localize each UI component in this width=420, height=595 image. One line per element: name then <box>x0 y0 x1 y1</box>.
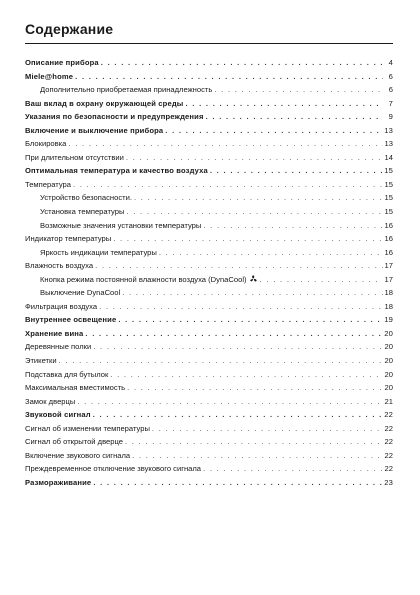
toc-entry[interactable] <box>25 381 393 395</box>
toc-entry-title <box>40 246 157 260</box>
dot-leader <box>203 462 383 476</box>
page-number: 20 <box>384 356 393 366</box>
toc-entry-title <box>25 476 91 490</box>
toc-entry[interactable] <box>25 476 393 490</box>
dot-leader <box>134 191 383 205</box>
page-number: 16 <box>384 220 393 230</box>
toc-entry[interactable] <box>25 259 393 273</box>
toc-entry-text: Установка температуры <box>40 207 125 217</box>
dot-leader <box>93 476 382 490</box>
toc-entry-title <box>25 259 93 273</box>
toc-entry-title <box>40 83 212 97</box>
toc-entry-text: Деревянные полки <box>25 342 92 352</box>
toc-entry-text: Яркость индикации температуры <box>40 247 157 257</box>
toc-entry-title <box>25 435 123 449</box>
toc-entry[interactable] <box>25 449 393 463</box>
toc-entry-text: Miele@home <box>25 71 74 81</box>
dot-leader <box>127 381 382 395</box>
dot-leader <box>75 70 383 84</box>
page-number: 22 <box>384 464 393 474</box>
toc-entry[interactable] <box>25 151 393 165</box>
page-number: 13 <box>384 125 393 135</box>
dot-leader <box>203 219 382 233</box>
page-number: 16 <box>384 234 393 244</box>
toc-entry-text: Выключение DynaCool <box>40 288 121 298</box>
toc-entry-title <box>25 151 124 165</box>
toc-entry-text: Оптимальная температура и качество воздуха <box>25 166 208 176</box>
toc-entry-text: Размораживание <box>25 477 92 487</box>
toc-entry[interactable] <box>25 56 393 70</box>
toc-entry-text: Максимальная вместимость <box>25 383 126 393</box>
dot-leader <box>165 124 382 138</box>
toc-entry[interactable] <box>25 191 393 205</box>
page-number: 16 <box>384 247 393 257</box>
page-number: 14 <box>384 152 393 162</box>
page-number: 22 <box>384 437 393 447</box>
dot-leader <box>110 368 382 382</box>
toc-entry-title <box>25 164 208 178</box>
toc-entry-text: Указания по безопасности и предупреждения <box>25 112 204 122</box>
toc-entry-title <box>25 449 130 463</box>
toc-entry-text: Описание прибора <box>25 58 99 67</box>
page-number: 20 <box>384 369 393 379</box>
toc-entry[interactable] <box>25 178 393 192</box>
toc-entry-title <box>25 368 108 382</box>
toc-entry[interactable] <box>25 354 393 368</box>
toc-entry-text: Возможные значения установки температуры <box>40 220 202 230</box>
toc-entry[interactable] <box>25 137 393 151</box>
toc-entry-title <box>40 286 120 300</box>
toc-entry[interactable] <box>25 408 393 422</box>
toc-entry[interactable] <box>25 300 393 314</box>
page-number: 22 <box>384 410 393 420</box>
dot-leader <box>132 449 382 463</box>
toc-entry-text: Внутреннее освещение <box>25 315 117 325</box>
toc-entry-title <box>25 340 91 354</box>
toc-entry-title <box>25 110 204 124</box>
toc-entry[interactable] <box>25 97 393 111</box>
page-number: 17 <box>384 261 393 271</box>
toc-entry-text: Устройство безопасности. <box>40 193 132 203</box>
toc-entry-title <box>25 300 97 314</box>
toc-entry-text: Кнопка режима постоянной влажности воздуха (DynaCool) <box>40 274 247 284</box>
toc-entry-text: Включение звукового сигнала <box>25 450 131 460</box>
table-of-contents <box>25 56 393 490</box>
toc-entry-title <box>25 395 75 409</box>
page-number: 20 <box>384 383 393 393</box>
dot-leader <box>125 435 383 449</box>
page-number: 23 <box>384 477 393 487</box>
dot-leader <box>95 259 382 273</box>
dot-leader <box>152 422 383 436</box>
page-number: 15 <box>384 179 393 189</box>
dot-leader <box>93 408 383 422</box>
toc-entry[interactable] <box>25 286 393 300</box>
dot-leader <box>159 246 383 260</box>
toc-entry[interactable] <box>25 327 393 341</box>
toc-entry-text: Этикетки <box>25 356 57 366</box>
toc-entry-text: При длительном отсутствии <box>25 152 124 162</box>
toc-entry[interactable] <box>25 205 393 219</box>
toc-entry-title <box>25 422 150 436</box>
fan-icon <box>249 275 258 283</box>
toc-entry-text: Индикатор температуры <box>25 234 112 244</box>
page-number: 19 <box>384 315 393 325</box>
page-number: 18 <box>384 288 393 298</box>
toc-entry-text: Включение и выключение прибора <box>25 125 164 135</box>
dot-leader <box>126 205 382 219</box>
toc-entry-title <box>25 327 83 341</box>
toc-entry[interactable] <box>25 246 393 260</box>
toc-entry[interactable] <box>25 313 393 327</box>
page-number: 4 <box>388 58 393 67</box>
page-number: 15 <box>384 193 393 203</box>
dot-leader <box>118 313 382 327</box>
toc-entry[interactable] <box>25 164 393 178</box>
dot-leader <box>122 286 382 300</box>
toc-entry[interactable] <box>25 368 393 382</box>
toc-entry-text: Фильтрация воздуха <box>25 301 98 311</box>
toc-entry-title <box>25 178 71 192</box>
toc-entry-title <box>25 462 201 476</box>
page-number: 17 <box>384 274 393 284</box>
toc-entry[interactable] <box>25 219 393 233</box>
dot-leader <box>73 178 383 192</box>
page-number: 21 <box>384 396 393 406</box>
toc-entry-text: Хранение вина <box>25 328 84 338</box>
toc-entry-title <box>40 191 132 205</box>
toc-entry-title <box>40 219 201 233</box>
toc-entry-title <box>25 70 73 84</box>
page-number: 20 <box>384 328 393 338</box>
toc-entry-text: Звуковой сигнал <box>25 410 91 420</box>
toc-entry-title <box>40 205 124 219</box>
dot-leader <box>260 273 383 287</box>
dot-leader <box>99 300 382 314</box>
toc-entry-text: Сигнал об изменении температуры <box>25 423 150 433</box>
page-title: Содержание <box>25 21 114 37</box>
toc-entry-title <box>25 124 163 138</box>
page-number: 22 <box>384 423 393 433</box>
toc-entry-title <box>25 56 99 70</box>
toc-entry[interactable] <box>25 232 393 246</box>
toc-entry[interactable] <box>25 462 393 476</box>
toc-entry[interactable] <box>25 110 393 124</box>
dot-leader <box>185 97 383 111</box>
title-divider <box>25 43 393 44</box>
toc-entry-title <box>25 137 66 151</box>
toc-entry-text: Блокировка <box>25 139 67 149</box>
toc-entry-title <box>25 313 116 327</box>
dot-leader <box>68 137 382 151</box>
dot-leader <box>214 83 383 97</box>
toc-entry-text: Подставка для бутылок <box>25 369 109 379</box>
page-number: 13 <box>384 139 393 149</box>
dot-leader <box>77 395 382 409</box>
dot-leader <box>93 340 382 354</box>
dot-leader <box>206 110 383 124</box>
dot-leader <box>101 56 383 70</box>
page-number: 6 <box>388 85 393 95</box>
page-number: 15 <box>384 207 393 217</box>
toc-entry-text: Сигнал об открытой дверце <box>25 437 123 447</box>
dot-leader <box>126 151 383 165</box>
toc-entry-title <box>40 273 258 287</box>
toc-entry-text: Температура <box>25 179 71 189</box>
toc-entry[interactable] <box>25 422 393 436</box>
toc-entry-title <box>25 381 125 395</box>
dot-leader <box>85 327 382 341</box>
toc-entry-title <box>25 408 91 422</box>
toc-entry[interactable] <box>25 83 393 97</box>
page-number: 18 <box>384 301 393 311</box>
page-number: 7 <box>388 98 393 108</box>
toc-entry-text: Влажность воздуха <box>25 261 94 271</box>
toc-entry[interactable] <box>25 395 393 409</box>
page-number: 20 <box>384 342 393 352</box>
toc-entry[interactable] <box>25 340 393 354</box>
toc-entry-text: Ваш вклад в охрану окружающей среды <box>25 98 184 108</box>
toc-entry-title <box>25 97 183 111</box>
page-number: 15 <box>384 166 393 176</box>
toc-entry-text: Замок дверцы <box>25 396 76 406</box>
toc-entry-text: Преждевременное отключение звукового сигнала <box>25 464 202 474</box>
page-number: 9 <box>388 112 393 122</box>
toc-entry[interactable] <box>25 435 393 449</box>
dot-leader <box>113 232 382 246</box>
toc-entry[interactable] <box>25 273 393 287</box>
page-number: 6 <box>388 71 393 81</box>
toc-entry-title <box>25 232 111 246</box>
toc-entry[interactable] <box>25 124 393 138</box>
dot-leader <box>210 164 382 178</box>
toc-entry[interactable] <box>25 70 393 84</box>
dot-leader <box>59 354 383 368</box>
toc-entry-text: Дополнительно приобретаемая принадлежность <box>40 85 213 95</box>
toc-entry-title <box>25 354 57 368</box>
page-number: 22 <box>384 450 393 460</box>
